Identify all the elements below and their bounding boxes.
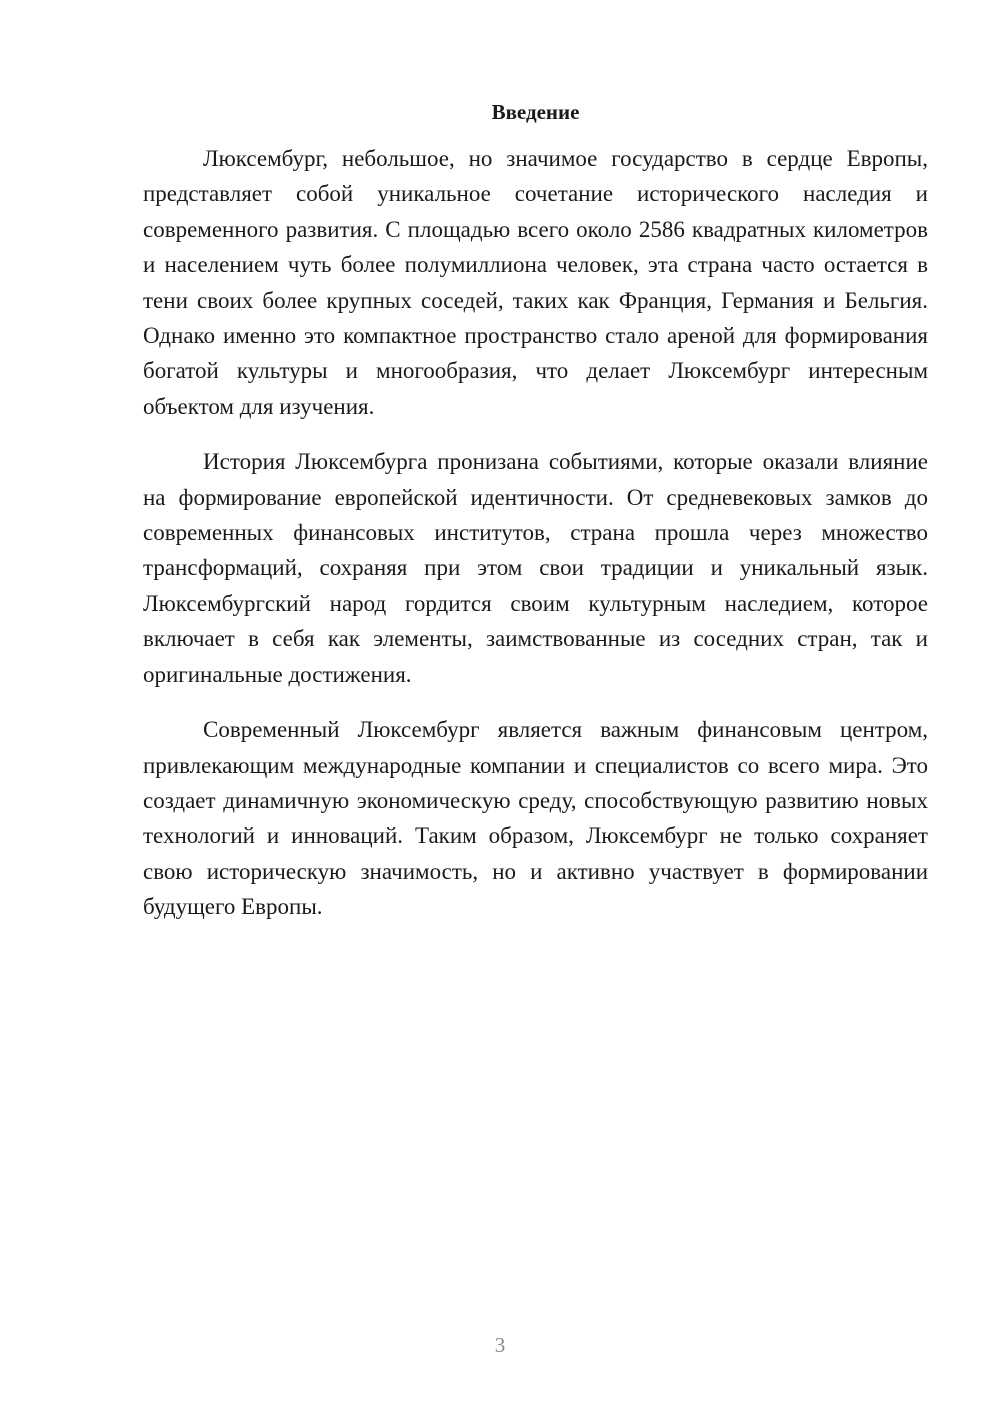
paragraph-1: Люксембург, небольшое, но значимое государство в сердце Европы, представляет собой уникальное сочетание исторического наследия и современного развития. С площадью всего около 2586 квадратных километров и населением чуть более полумиллиона человек, эта страна часто остается в тени своих более крупных соседей, таких как Франция, Германия и Бельгия. Однако именно это компактное пространство стало ареной для формирования богатой культуры и многообразия, что делает Люксембург интересным объектом для изучения.	[143, 146, 928, 419]
paragraph-3: Современный Люксембург является важным финансовым центром, привлекающим международные компании и специалистов со всего мира. Это создает динамичную экономическую среду, способствующую развитию новых технологий и инноваций. Таким образом, Люксембург не только сохраняет свою историческую значимость, но и активно участвует в формировании будущего Европы.	[143, 717, 928, 920]
section-heading: Введение	[491, 100, 580, 124]
paragraph-2: История Люксембурга пронизана событиями, которые оказали влияние на формирование европейской идентичности. От средневековых замков до современных финансовых институтов, страна прошла через множество трансформаций, сохраняя при этом свои традиции и уникальный язык. Люксембургский народ гордится своим культурным наследием, которое включает в себя как элементы, заимствованные из соседних стран, так и оригинальные достижения.	[143, 449, 928, 687]
page-number: 3	[494, 1333, 506, 1357]
page-content	[143, 97, 928, 945]
